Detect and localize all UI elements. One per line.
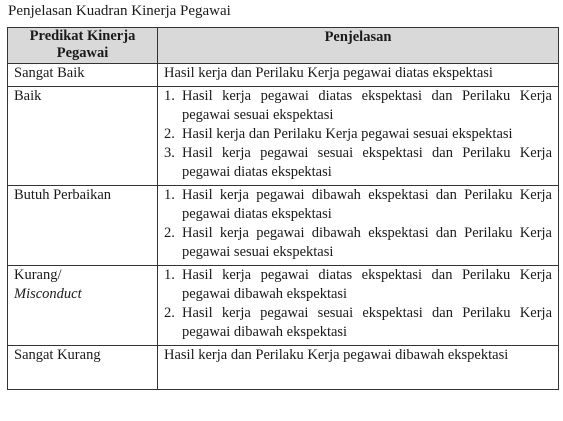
penjelasan-list [164,87,552,182]
item-text: Hasil kerja pegawai diatas ekspektasi dan Perilaku Kerja pegawai dibawah ekspektasi [182,267,552,302]
item-text: Hasil kerja pegawai dibawah ekspektasi dan Perilaku Kerja pegawai sesuai ekspektasi [182,225,552,260]
list-item [164,87,552,125]
predikat-cell: Sangat Baik [8,64,158,87]
penjelasan-text: Hasil kerja dan Perilaku Kerja pegawai diatas ekspektasi [164,65,493,81]
item-number: 1. [164,88,175,104]
table-row [8,266,559,346]
penjelasan-cell [158,87,559,186]
table-caption: Penjelasan Kuadran Kinerja Pegawai [8,3,231,19]
penjelasan-cell [158,266,559,346]
item-number: 2. [164,126,175,142]
penjelasan-text: Hasil kerja dan Perilaku Kerja pegawai dibawah ekspektasi [164,347,509,363]
item-text: Hasil kerja dan Perilaku Kerja pegawai sesuai ekspektasi [182,126,513,142]
table-row [8,186,559,266]
penjelasan-cell [158,346,559,390]
item-number: 3. [164,145,175,161]
list-item [164,224,552,262]
table-row [8,87,559,186]
predikat-cell [8,266,158,346]
table-row [8,64,559,87]
table-header-row [8,28,559,64]
header-penjelasan: Penjelasan [158,28,559,64]
predikat-italic-text: Misconduct [14,286,82,302]
performance-quadrant-table [7,27,559,390]
item-text: Hasil kerja pegawai dibawah ekspektasi dan Perilaku Kerja pegawai diatas ekspektasi [182,187,552,222]
header-predikat: Predikat Kinerja Pegawai [8,28,158,64]
penjelasan-list [164,186,552,262]
list-item [164,266,552,304]
item-text: Hasil kerja pegawai sesuai ekspektasi dan Perilaku Kerja pegawai diatas ekspektasi [182,145,552,180]
predikat-cell: Butuh Perbaikan [8,186,158,266]
penjelasan-cell [158,186,559,266]
item-text: Hasil kerja pegawai diatas ekspektasi dan Perilaku Kerja pegawai sesuai ekspektasi [182,88,552,123]
predikat-cell: Baik [8,87,158,186]
item-text: Hasil kerja pegawai sesuai ekspektasi dan Perilaku Kerja pegawai dibawah ekspektasi [182,305,552,340]
list-item [164,186,552,224]
predikat-cell: Sangat Kurang [8,346,158,390]
item-number: 1. [164,187,175,203]
item-number: 1. [164,267,175,283]
table-row [8,346,559,390]
list-item [164,144,552,182]
penjelasan-cell [158,64,559,87]
item-number: 2. [164,305,175,321]
list-item [164,125,552,144]
penjelasan-list [164,266,552,342]
list-item [164,304,552,342]
item-number: 2. [164,225,175,241]
predikat-text: Kurang/ [14,267,62,283]
